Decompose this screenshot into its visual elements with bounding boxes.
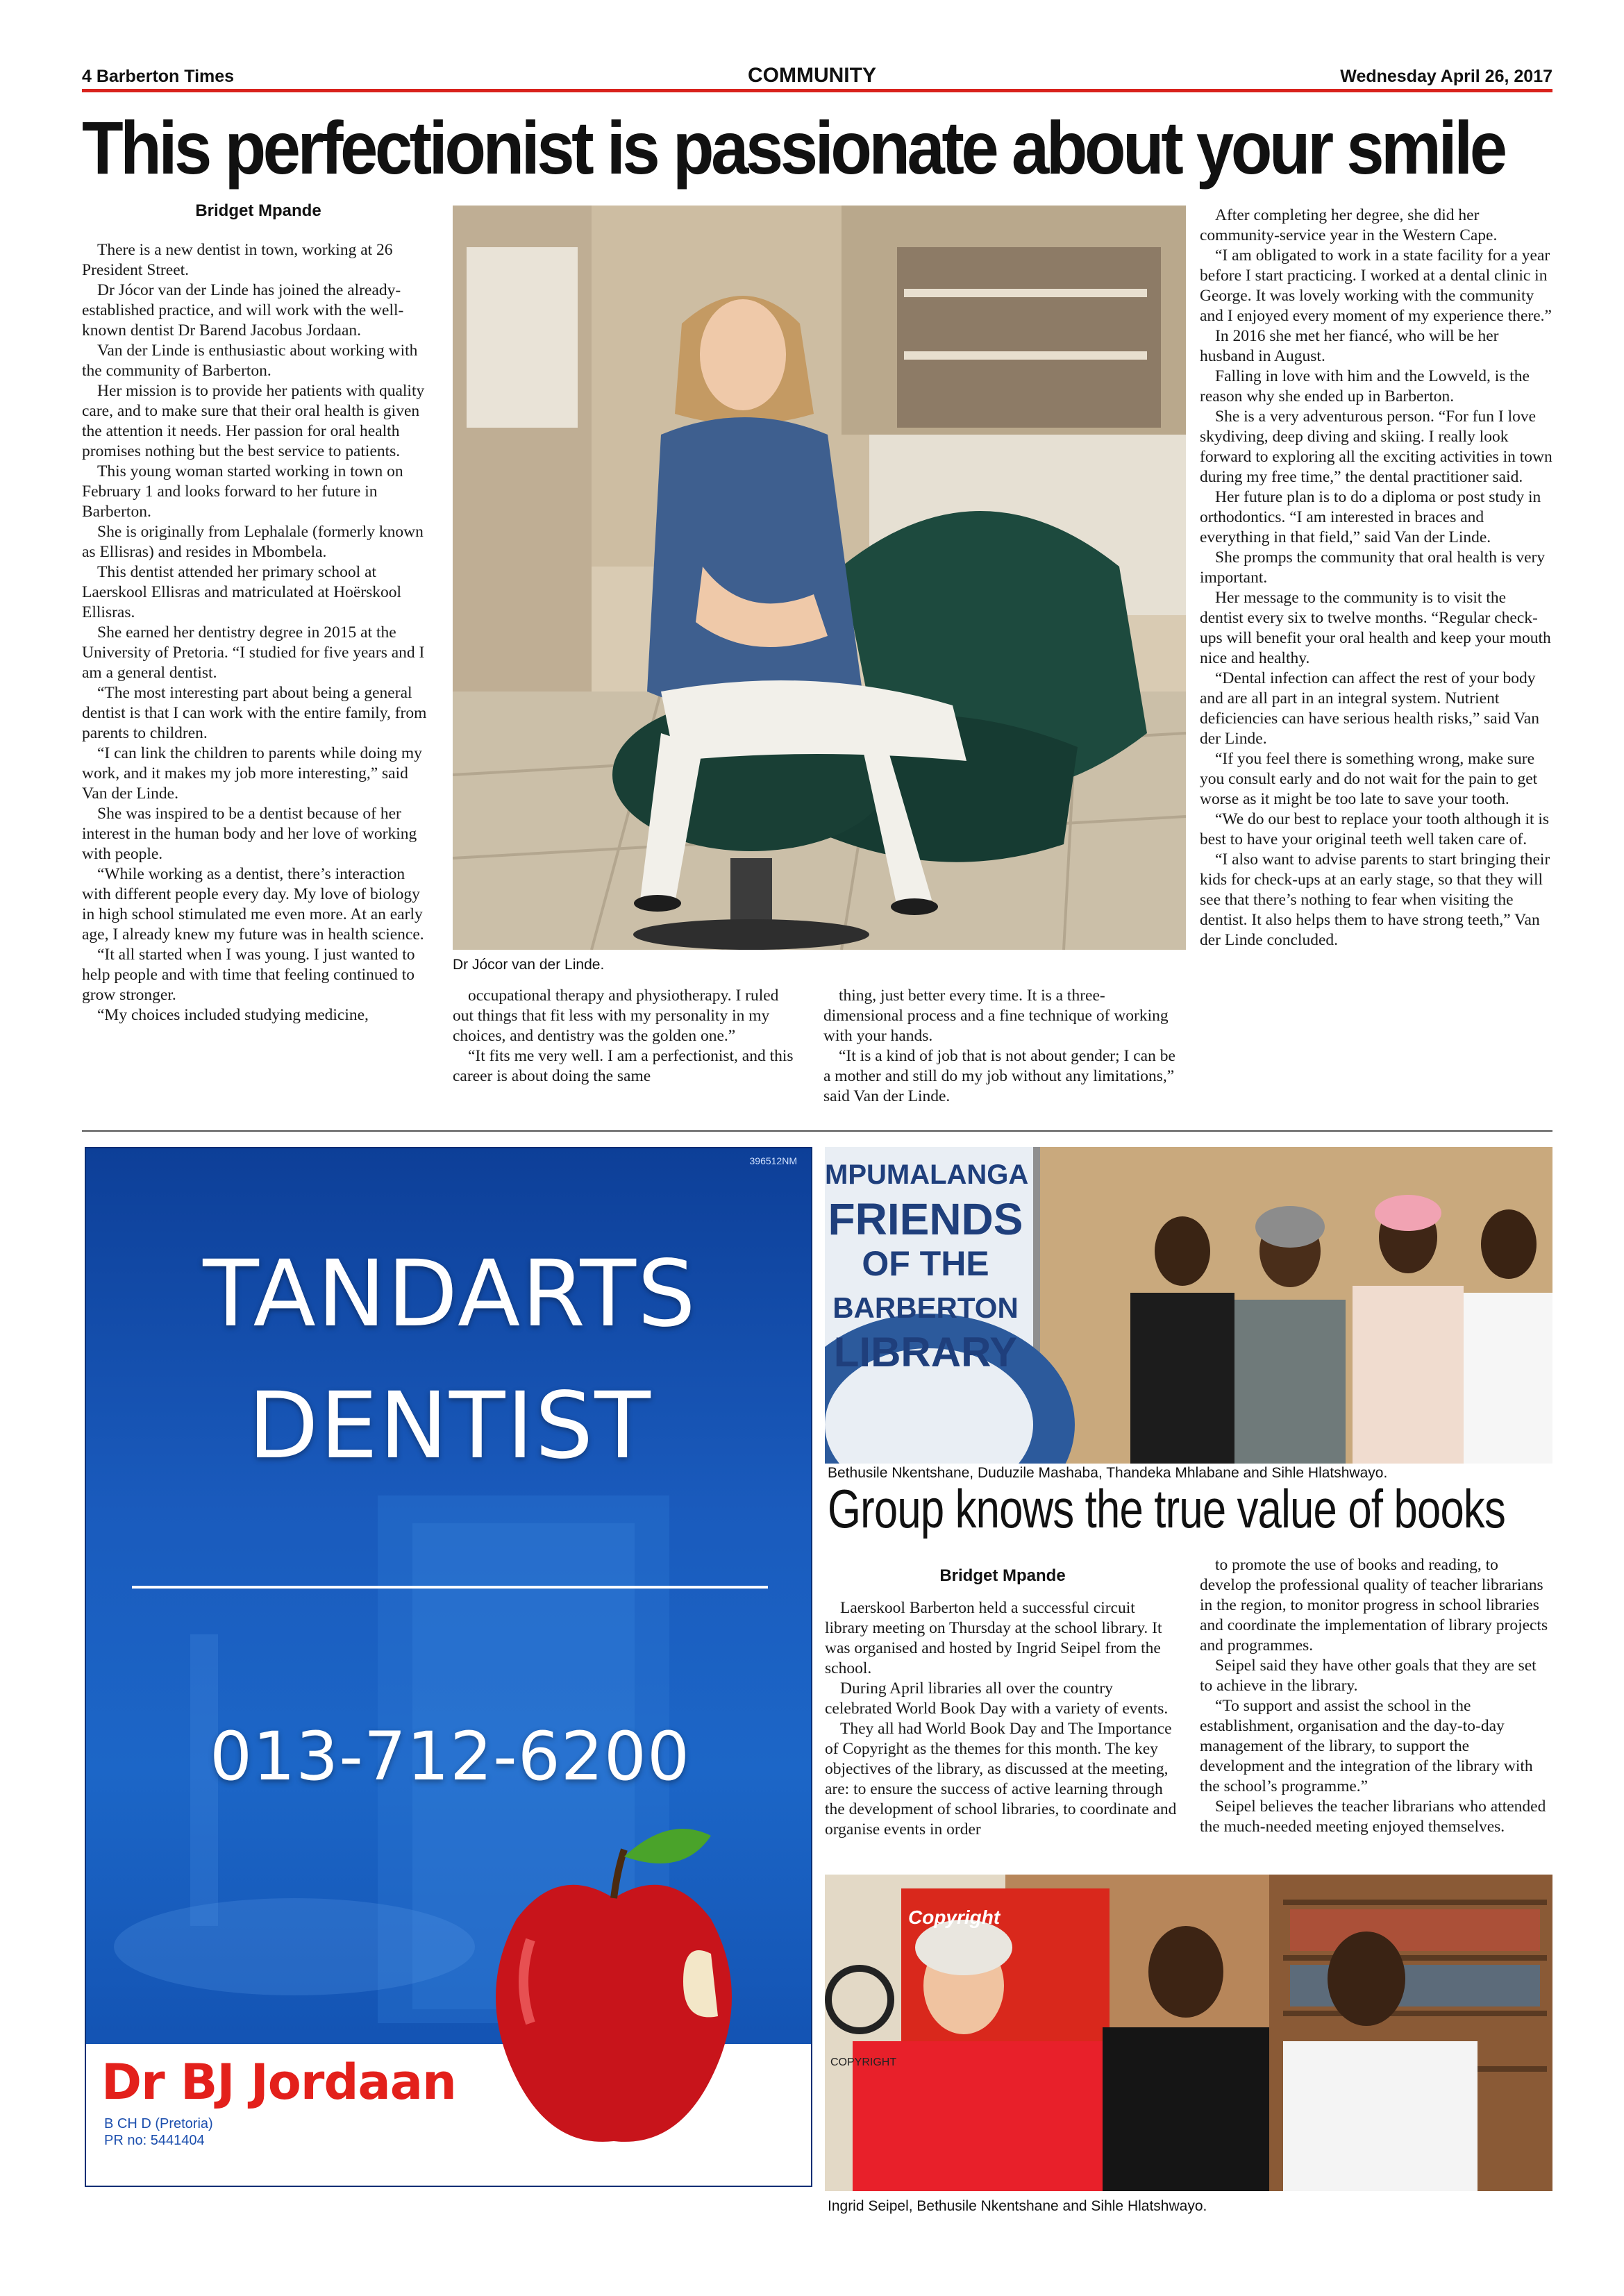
section-title: COMMUNITY	[748, 64, 876, 87]
paragraph: She was inspired to be a dentist because of her interest in the human body and her love of working with people.	[82, 805, 417, 863]
advert-title-english: DENTIST	[248, 1373, 652, 1480]
banner-line: FRIENDS	[828, 1194, 1023, 1244]
paragraph: “My choices included studying medicine,	[97, 1006, 369, 1024]
dentist-photo	[453, 206, 1186, 950]
library-group-photo	[825, 1147, 1552, 1464]
apple-icon	[475, 1815, 753, 2176]
paragraph: She promps the community that oral health is very important.	[1200, 548, 1546, 587]
paragraph: Falling in love with him and the Lowveld, is the reason why she ended up in Barberton.	[1200, 367, 1530, 405]
paragraph: Her future plan is to do a diploma or post study in orthodontics. “I am interested in braces and everything in that field,” said Van der Linde.	[1200, 488, 1541, 546]
paragraph: “It fits me very well. I am a perfectionist, and this career is about doing the same	[453, 1047, 794, 1085]
paragraph: In 2016 she met her fiancé, who will be her husband in August.	[1200, 327, 1499, 365]
story1-byline: Bridget Mpande	[195, 201, 321, 220]
paragraph: They all had World Book Day and The Importance of Copyright as the themes for this month. The key objectives of the library, as discussed at the meeting, are: to ensure the success of active learning through the development of school libraries, to coordinate and organise events in order	[825, 1720, 1177, 1838]
paragraph: Van der Linde is enthusiastic about working with the community of Barberton.	[82, 342, 418, 380]
paragraph: Dr Jócor van der Linde has joined the already-established practice, and will work with the well-known dentist Dr Barend Jacobus Jordaan.	[82, 281, 404, 340]
copyright-group-photo	[825, 1875, 1552, 2191]
paragraph: to promote the use of books and reading, to develop the professional quality of teacher librarians in the region, to monitor progress in school libraries and coordinate the implementation of library projects and programmes.	[1200, 1556, 1548, 1654]
paragraph: “It is a kind of job that is not about gender; I can be a mother and still do my job without any limitations,” said Van der Linde.	[823, 1047, 1175, 1105]
paragraph: thing, just better every time. It is a three-dimensional process and a fine technique of working with your hands.	[823, 987, 1169, 1045]
story2-headline: Group knows the true value of books	[828, 1478, 1505, 1539]
story2-column-1	[825, 1598, 1178, 1840]
advert-qualification: B CH D (Pretoria)	[104, 2116, 213, 2131]
paragraph: Seipel said they have other goals that they are set to achieve in the library.	[1200, 1657, 1537, 1695]
advert-dentist-name: Dr BJ Jordaan	[101, 2054, 456, 2111]
paragraph: “It all started when I was young. I just wanted to help people and with time that feeling continued to grow stronger.	[82, 946, 415, 1004]
dentist-photo-caption: Dr Jócor van der Linde.	[453, 957, 605, 973]
dentist-photo-image	[453, 206, 1186, 950]
paragraph: “I can link the children to parents while doing my work, and it makes my job more interesting,” said Van der Linde.	[82, 744, 422, 803]
paragraph: There is a new dentist in town, working at 26 President Street.	[82, 241, 393, 279]
paragraph: During April libraries all over the country celebrated World Book Day with a variety of events.	[825, 1679, 1169, 1718]
main-headline: This perfectionist is passionate about your smile	[82, 106, 1505, 190]
paragraph: occupational therapy and physiotherapy. I ruled out things that fit less with my personality in my choices, and dentistry was the golden one.”	[453, 987, 779, 1045]
story1-column-1	[82, 240, 435, 1025]
library-group-photo-caption: Bethusile Nkentshane, Duduzile Mashaba, Thandeka Mhlabane and Sihle Hlatshwayo.	[828, 1465, 1388, 1481]
copyright-group-photo-caption: Ingrid Seipel, Bethusile Nkentshane and Sihle Hlatshwayo.	[828, 2198, 1207, 2214]
paragraph: “Dental infection can affect the rest of your body and are all part in an integral system. Nutrient deficiencies can have serious health risks,” said Van der Linde.	[1200, 669, 1539, 748]
paragraph: “The most interesting part about being a general dentist is that I can work with the entire family, from parents to children.	[82, 684, 427, 742]
advert-phone-number: 013-712-6200	[209, 1718, 691, 1795]
paragraph: “If you feel there is something wrong, make sure you consult early and do not wait for the pain to get worse as it might be too late to save your tooth.	[1200, 750, 1538, 808]
banner-line: OF THE	[862, 1244, 989, 1283]
paragraph: “I am obligated to work in a state facility for a year before I start practicing. I worked at a dental clinic in George. It was lovely working with the community and I enjoyed every moment of my experience there.”	[1200, 246, 1552, 325]
paragraph: This young woman started working in town on February 1 and looks forward to her future in Barberton.	[82, 462, 403, 521]
paragraph: She is originally from Lephalale (formerly known as Ellisras) and resides in Mbombela.	[82, 523, 424, 561]
page-label: 4 Barberton Times	[82, 67, 235, 86]
banner-line: LIBRARY	[833, 1329, 1018, 1375]
advert-pr-number: PR no: 5441404	[104, 2133, 205, 2148]
advert-title-afrikaans: TANDARTS	[203, 1241, 697, 1348]
advert-code: 396512NM	[749, 1155, 797, 1166]
paragraph: After completing her degree, she did her community-service year in the Western Cape.	[1200, 206, 1498, 244]
paragraph: She earned her dentistry degree in 2015 at the University of Pretoria. “I studied for five years and I am a general dentist.	[82, 623, 425, 682]
story1-column-2	[453, 986, 800, 1087]
story2-byline: Bridget Mpande	[939, 1566, 1066, 1585]
paragraph: This dentist attended her primary school at Laerskool Ellisras and matriculated at Hoërskool Ellisras.	[82, 563, 402, 621]
paragraph: Her mission is to provide her patients with quality care, and to make sure that their oral health is given the attention it needs. Her passion for oral health promises nothing but the best service to patients.	[82, 382, 425, 460]
banner-line: BARBERTON	[832, 1291, 1019, 1324]
paragraph: Laerskool Barberton held a successful circuit library meeting on Thursday at the school library. It was organised and hosted by Ingrid Seipel from the school.	[825, 1599, 1162, 1677]
story1-column-4	[1200, 206, 1552, 950]
paragraph: “To support and assist the school in the establishment, organisation and the day-to-day management of the library, to support the development and the integration of the library with the school’s programme.”	[1200, 1697, 1533, 1795]
dentist-advert	[85, 1147, 812, 2187]
paragraph: She is a very adventurous person. “For fun I love skydiving, deep diving and skiing. I really look forward to exploring all the exciting activities in town during my free time,” the dental practitioner said.	[1200, 408, 1552, 486]
paragraph: “I also want to advise parents to start bringing their kids for check-ups at an early stage, so that they will see that there’s nothing to fear when visiting the dentist. It also helps them to have strong teeth,” Van der Linde concluded.	[1200, 850, 1550, 949]
copyright-poster-label: COPYRIGHT	[830, 2056, 897, 2068]
section-divider	[82, 1130, 1552, 1132]
advert-rule	[132, 1586, 768, 1589]
story2-column-2	[1200, 1555, 1552, 1837]
paragraph: “While working as a dentist, there’s interaction with different people every day. My love of biology in high school stimulated me even more. At an early age, I already knew my future was in health science.	[82, 865, 424, 944]
issue-date: Wednesday April 26, 2017	[1340, 67, 1552, 86]
header-rule	[82, 89, 1552, 92]
friends-library-banner	[825, 1153, 1029, 1375]
copyright-poster-title: Copyright	[908, 1907, 1001, 1928]
banner-line: MPUMALANGA	[825, 1159, 1029, 1190]
story1-column-3	[823, 986, 1179, 1107]
paragraph: Seipel believes the teacher librarians who attended the much-needed meeting enjoyed themselves.	[1200, 1798, 1546, 1836]
paragraph: “We do our best to replace your tooth although it is best to have your original teeth well taken care of.	[1200, 810, 1550, 848]
paragraph: Her message to the community is to visit the dentist every six to twelve months. “Regular check-ups will benefit your oral health and keep your mouth nice and healthy.	[1200, 589, 1551, 667]
